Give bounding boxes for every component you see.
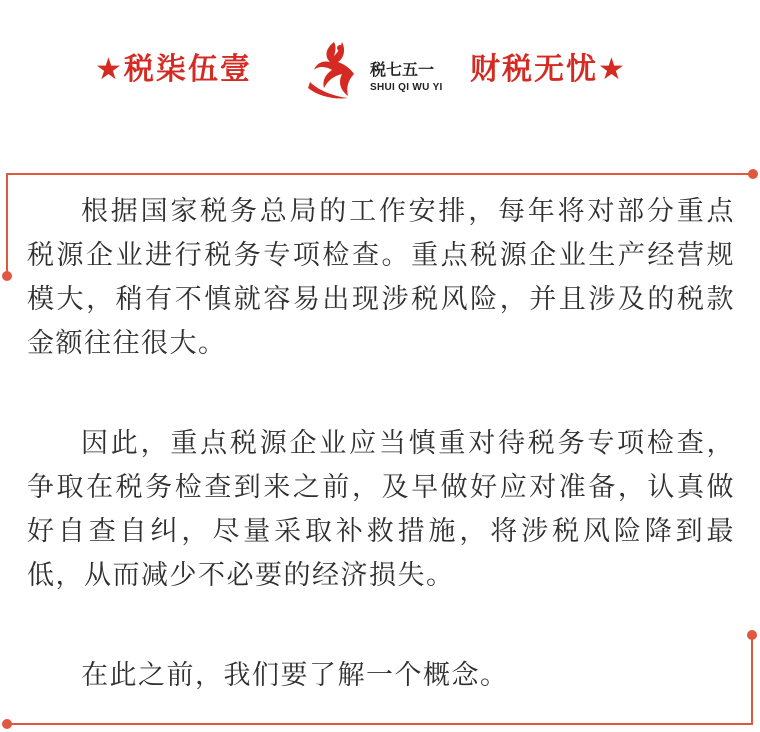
header [0,20,760,93]
frame-top-line [6,173,752,175]
frame-dot-bottom-left [2,719,12,729]
frame-dot-left [2,271,12,281]
frame-dot-bottom-right [747,630,757,640]
phoenix-logo-icon [304,38,364,102]
brand-logo [304,38,464,102]
frame-dot-top-right [748,169,758,179]
frame-right-line [751,635,753,725]
frame-left-line [6,173,8,276]
slogan-right: 财税无忧★ [470,52,627,87]
frame-bottom-line [6,723,753,725]
paragraph-1: 根据国家税务总局的工作安排，每年将对部分重点税源企业进行税务专项检查。重点税源企业生产经营规模大，稍有不慎就容易出现涉税风险，并且涉及的税款金额往往很大。 [27,196,735,359]
logo-name-en: SHUI QI WU YI [370,82,443,93]
slogan-left: ★税柒伍壹 [95,52,252,87]
logo-name-cn: 税七五一 [370,60,435,79]
paragraph-2: 因此，重点税源企业应当慎重对待税务专项检查，争取在税务检查到来之前，及早做好应对准备，认真做好自查自纠，尽量采取补救措施，将涉税风险降到最低，从而减少不必要的经济损失。 [27,428,735,591]
article-body [27,190,735,698]
paragraph-3: 在此之前，我们要了解一个概念。 [81,660,509,691]
